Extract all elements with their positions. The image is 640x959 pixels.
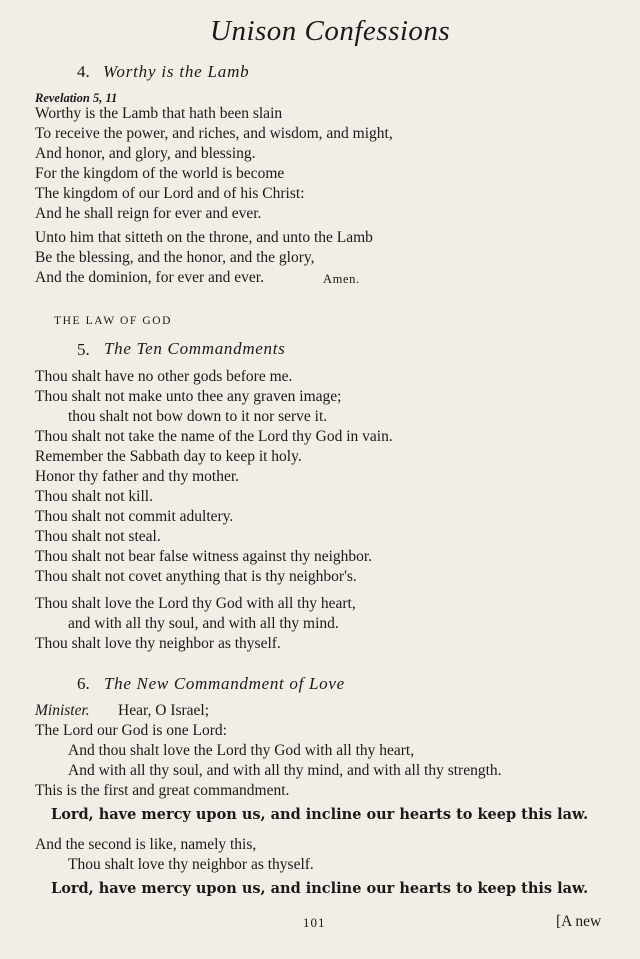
new-commandment-line: And with all thy soul, and with all thy mind, and with all thy strength. xyxy=(68,762,502,779)
section-4-number: 4. xyxy=(77,62,90,81)
congregation-response: Lord, have mercy upon us, and incline our hearts to keep this law. xyxy=(51,806,589,823)
commandment-line: Thou shalt not make unto thee any graven image; xyxy=(35,388,342,405)
section-4-line: Be the blessing, and the honor, and the glory, xyxy=(35,249,315,266)
section-4-citation: Revelation 5, 11 xyxy=(35,91,118,105)
commandment-line: Thou shalt not take the name of the Lord thy God in vain. xyxy=(35,428,393,445)
commandment-line: thou shalt not bow down to it nor serve it. xyxy=(68,408,328,425)
page-title: Unison Confessions xyxy=(210,15,451,47)
section-4-line: And the dominion, for ever and ever. xyxy=(35,269,264,286)
new-commandment-line: And the second is like, namely this, xyxy=(35,836,257,853)
law-of-god-heading: THE LAW OF GOD xyxy=(54,315,173,327)
commandment-line: Honor thy father and thy mother. xyxy=(35,468,240,485)
amen: Amen. xyxy=(323,272,360,286)
section-4-line: And honor, and glory, and blessing. xyxy=(35,145,256,162)
new-commandment-line: Hear, O Israel; xyxy=(118,702,210,719)
new-commandment-line: This is the first and great commandment. xyxy=(35,782,290,799)
section-4-line: For the kingdom of the world is become xyxy=(35,165,285,182)
commandment-line: Thou shalt not covet anything that is thy neighbor's. xyxy=(35,568,357,585)
commandment-line: Thou shalt have no other gods before me. xyxy=(35,368,293,385)
commandment-line: Thou shalt love thy neighbor as thyself. xyxy=(35,635,281,652)
section-6-number: 6. xyxy=(77,674,90,693)
section-5-number: 5. xyxy=(77,340,90,359)
commandment-line: Remember the Sabbath day to keep it holy. xyxy=(35,448,302,465)
section-4-line: Unto him that sitteth on the throne, and unto the Lamb xyxy=(35,229,373,246)
commandment-line: Thou shalt not kill. xyxy=(35,488,153,505)
catchword: [A new xyxy=(556,913,602,930)
new-commandment-line: The Lord our God is one Lord: xyxy=(35,722,227,739)
section-5-title: The Ten Commandments xyxy=(104,339,286,358)
commandment-line: Thou shalt not commit adultery. xyxy=(35,508,234,525)
new-commandment-line: Thou shalt love thy neighbor as thyself. xyxy=(68,856,314,873)
new-commandment-line: And thou shalt love the Lord thy God with all thy heart, xyxy=(68,742,415,759)
page-number: 101 xyxy=(303,915,326,930)
section-4-line: Worthy is the Lamb that hath been slain xyxy=(35,105,283,122)
commandment-line: Thou shalt not bear false witness against thy neighbor. xyxy=(35,548,373,565)
minister-label: Minister. xyxy=(35,702,90,719)
section-4-title: Worthy is the Lamb xyxy=(103,62,250,81)
commandment-line: Thou shalt not steal. xyxy=(35,528,161,545)
commandment-line: Thou shalt love the Lord thy God with all thy heart, xyxy=(35,595,356,612)
congregation-response: Lord, have mercy upon us, and incline our hearts to keep this law. xyxy=(51,880,589,897)
section-4-line: And he shall reign for ever and ever. xyxy=(35,205,262,222)
section-4-line: The kingdom of our Lord and of his Christ: xyxy=(35,185,305,202)
section-6-title: The New Commandment of Love xyxy=(104,674,345,693)
commandment-line: and with all thy soul, and with all thy mind. xyxy=(68,615,339,632)
section-4-line: To receive the power, and riches, and wisdom, and might, xyxy=(35,125,393,142)
